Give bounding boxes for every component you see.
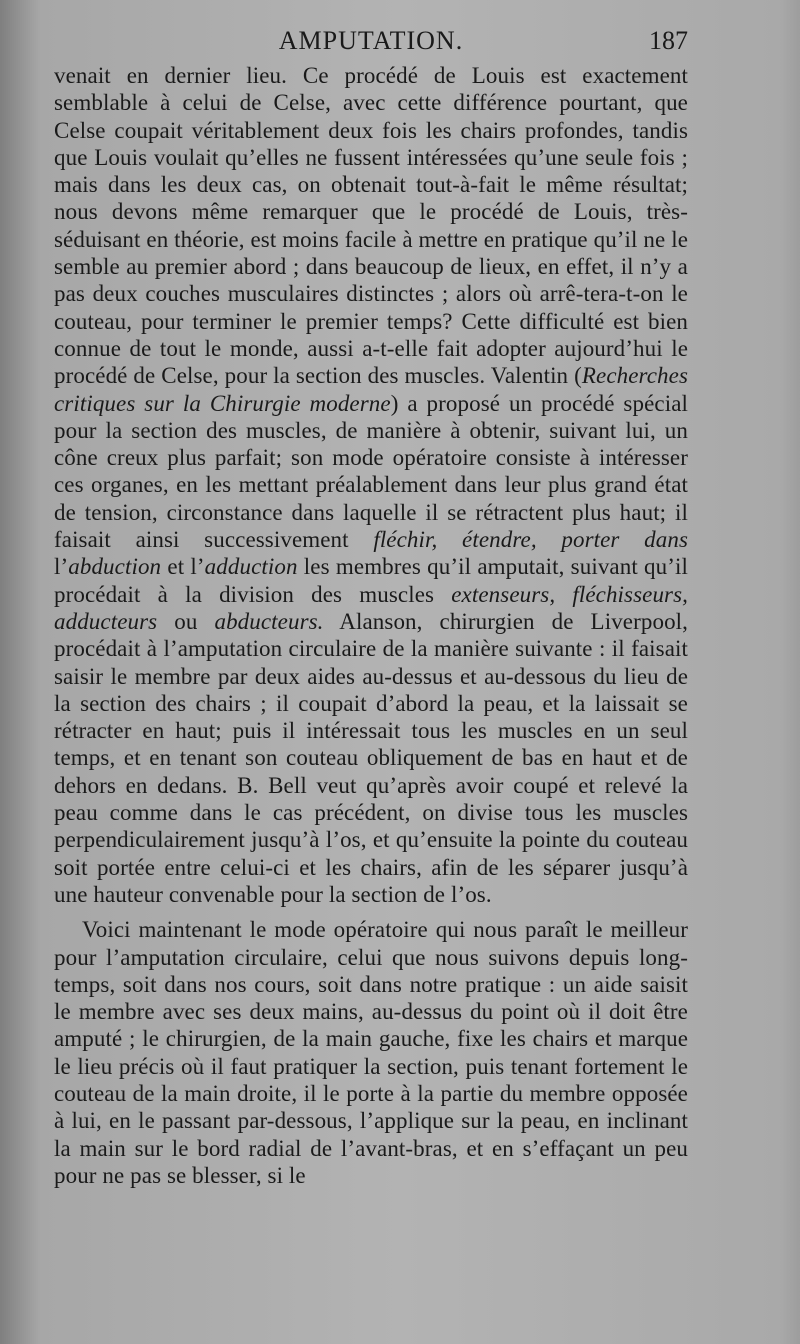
text-segment: Voici maintenant le mode opératoire qui nous paraît le meilleur pour l’amputation circulaire, celui que nous suivons depuis long-temps, soit dans nos cours, soit dans notre pratique : un aide saisit le membre avec ses deux mains, au-dessus du point où il doit être amputé ; le chirurgien, de la main gauche, fixe les chairs et marque le lieu précis où il faut pratiquer la section, puis tenant fortement le couteau de la main droite, il le porte à la partie du membre opposée à lui, en le passant par-dessous, l’applique sur la peau, en inclinant la main sur le bord radial de l’avant-bras, et en s’effaçant un peu pour ne pas se blesser, si le [54, 917, 688, 1188]
text-segment: ou [157, 608, 215, 634]
text-segment: venait en dernier lieu. Ce procédé de Louis est exactement semblable à celui de Celse, avec cette différence pourtant, que Celse coupait véritablement deux fois les chairs profondes, tandis que Louis voulait qu’elles ne fussent intéressées qu’une seule fois ; mais dans les deux cas, on obtenait tout-à-fait le même résultat; nous devons même remarquer que le procédé de Louis, très-séduisant en théorie, est moins facile à mettre en pratique qu’il ne le semble au premier abord ; dans beaucoup de lieux, en effet, il n’y a pas deux couches musculaires distinctes ; alors où arrê-tera-t-on le couteau, pour terminer le premier temps? Cette difficulté est bien connue de tout le monde, aussi a-t-elle fait adopter aujourd’hui le procédé de Celse, pour la section des muscles. Valentin ( [54, 63, 688, 389]
italic-title: Recherches critiques sur la Chirurgie moderne [54, 363, 688, 416]
page-header [54, 22, 688, 62]
page-number: 187 [649, 26, 688, 55]
italic-term: abduction [68, 554, 162, 580]
text-segment: les membres qu’il amputait, suivant qu’il procédait à la division des muscles [54, 554, 688, 607]
text-segment: et l’ [161, 554, 205, 580]
italic-term: adduction [204, 554, 298, 580]
text-segment: ) a proposé un procédé spécial pour la section des muscles, de manière à obtenir, suivant lui, un cône creux plus parfait; son mode opératoire consiste à intéresser ces organes, en les mettant préalablement dans leur plus grand état de tension, circonstance dans laquelle il se rétractent plus haut; il faisait ainsi successivement [54, 390, 688, 553]
text-segment: Alanson, chirurgien de Liverpool, procédait à l’amputation circulaire de la manière suivante : il faisait saisir le membre par deux aides au-dessus et au-dessous du lieu de la section des chairs ; il coupait d’abord la peau, et la laissait se rétracter en haut; puis il intéressait tous les muscles en un seul temps, et en tenant son couteau obliquement de bas en haut et de dehors en dedans. B. Bell veut qu’après avoir coupé et relevé la peau comme dans le cas précédent, on divise tous les muscles perpendiculairement jusqu’à l’os, et qu’ensuite la pointe du couteau soit portée entre celui-ci et les chairs, afin de les séparer jusqu’à une hauteur convenable pour la section de l’os. [54, 608, 689, 907]
italic-term: extenseurs, fléchisseurs, adducteurs [54, 581, 688, 634]
paragraph [54, 916, 688, 1189]
paragraph [54, 62, 688, 908]
body-text [54, 62, 688, 1189]
text-segment: l’ [54, 554, 69, 580]
italic-term: abducteurs. [214, 608, 324, 634]
italic-term: fléchir, étendre, porter dans [373, 527, 688, 553]
running-title: AMPUTATION. [278, 26, 464, 55]
